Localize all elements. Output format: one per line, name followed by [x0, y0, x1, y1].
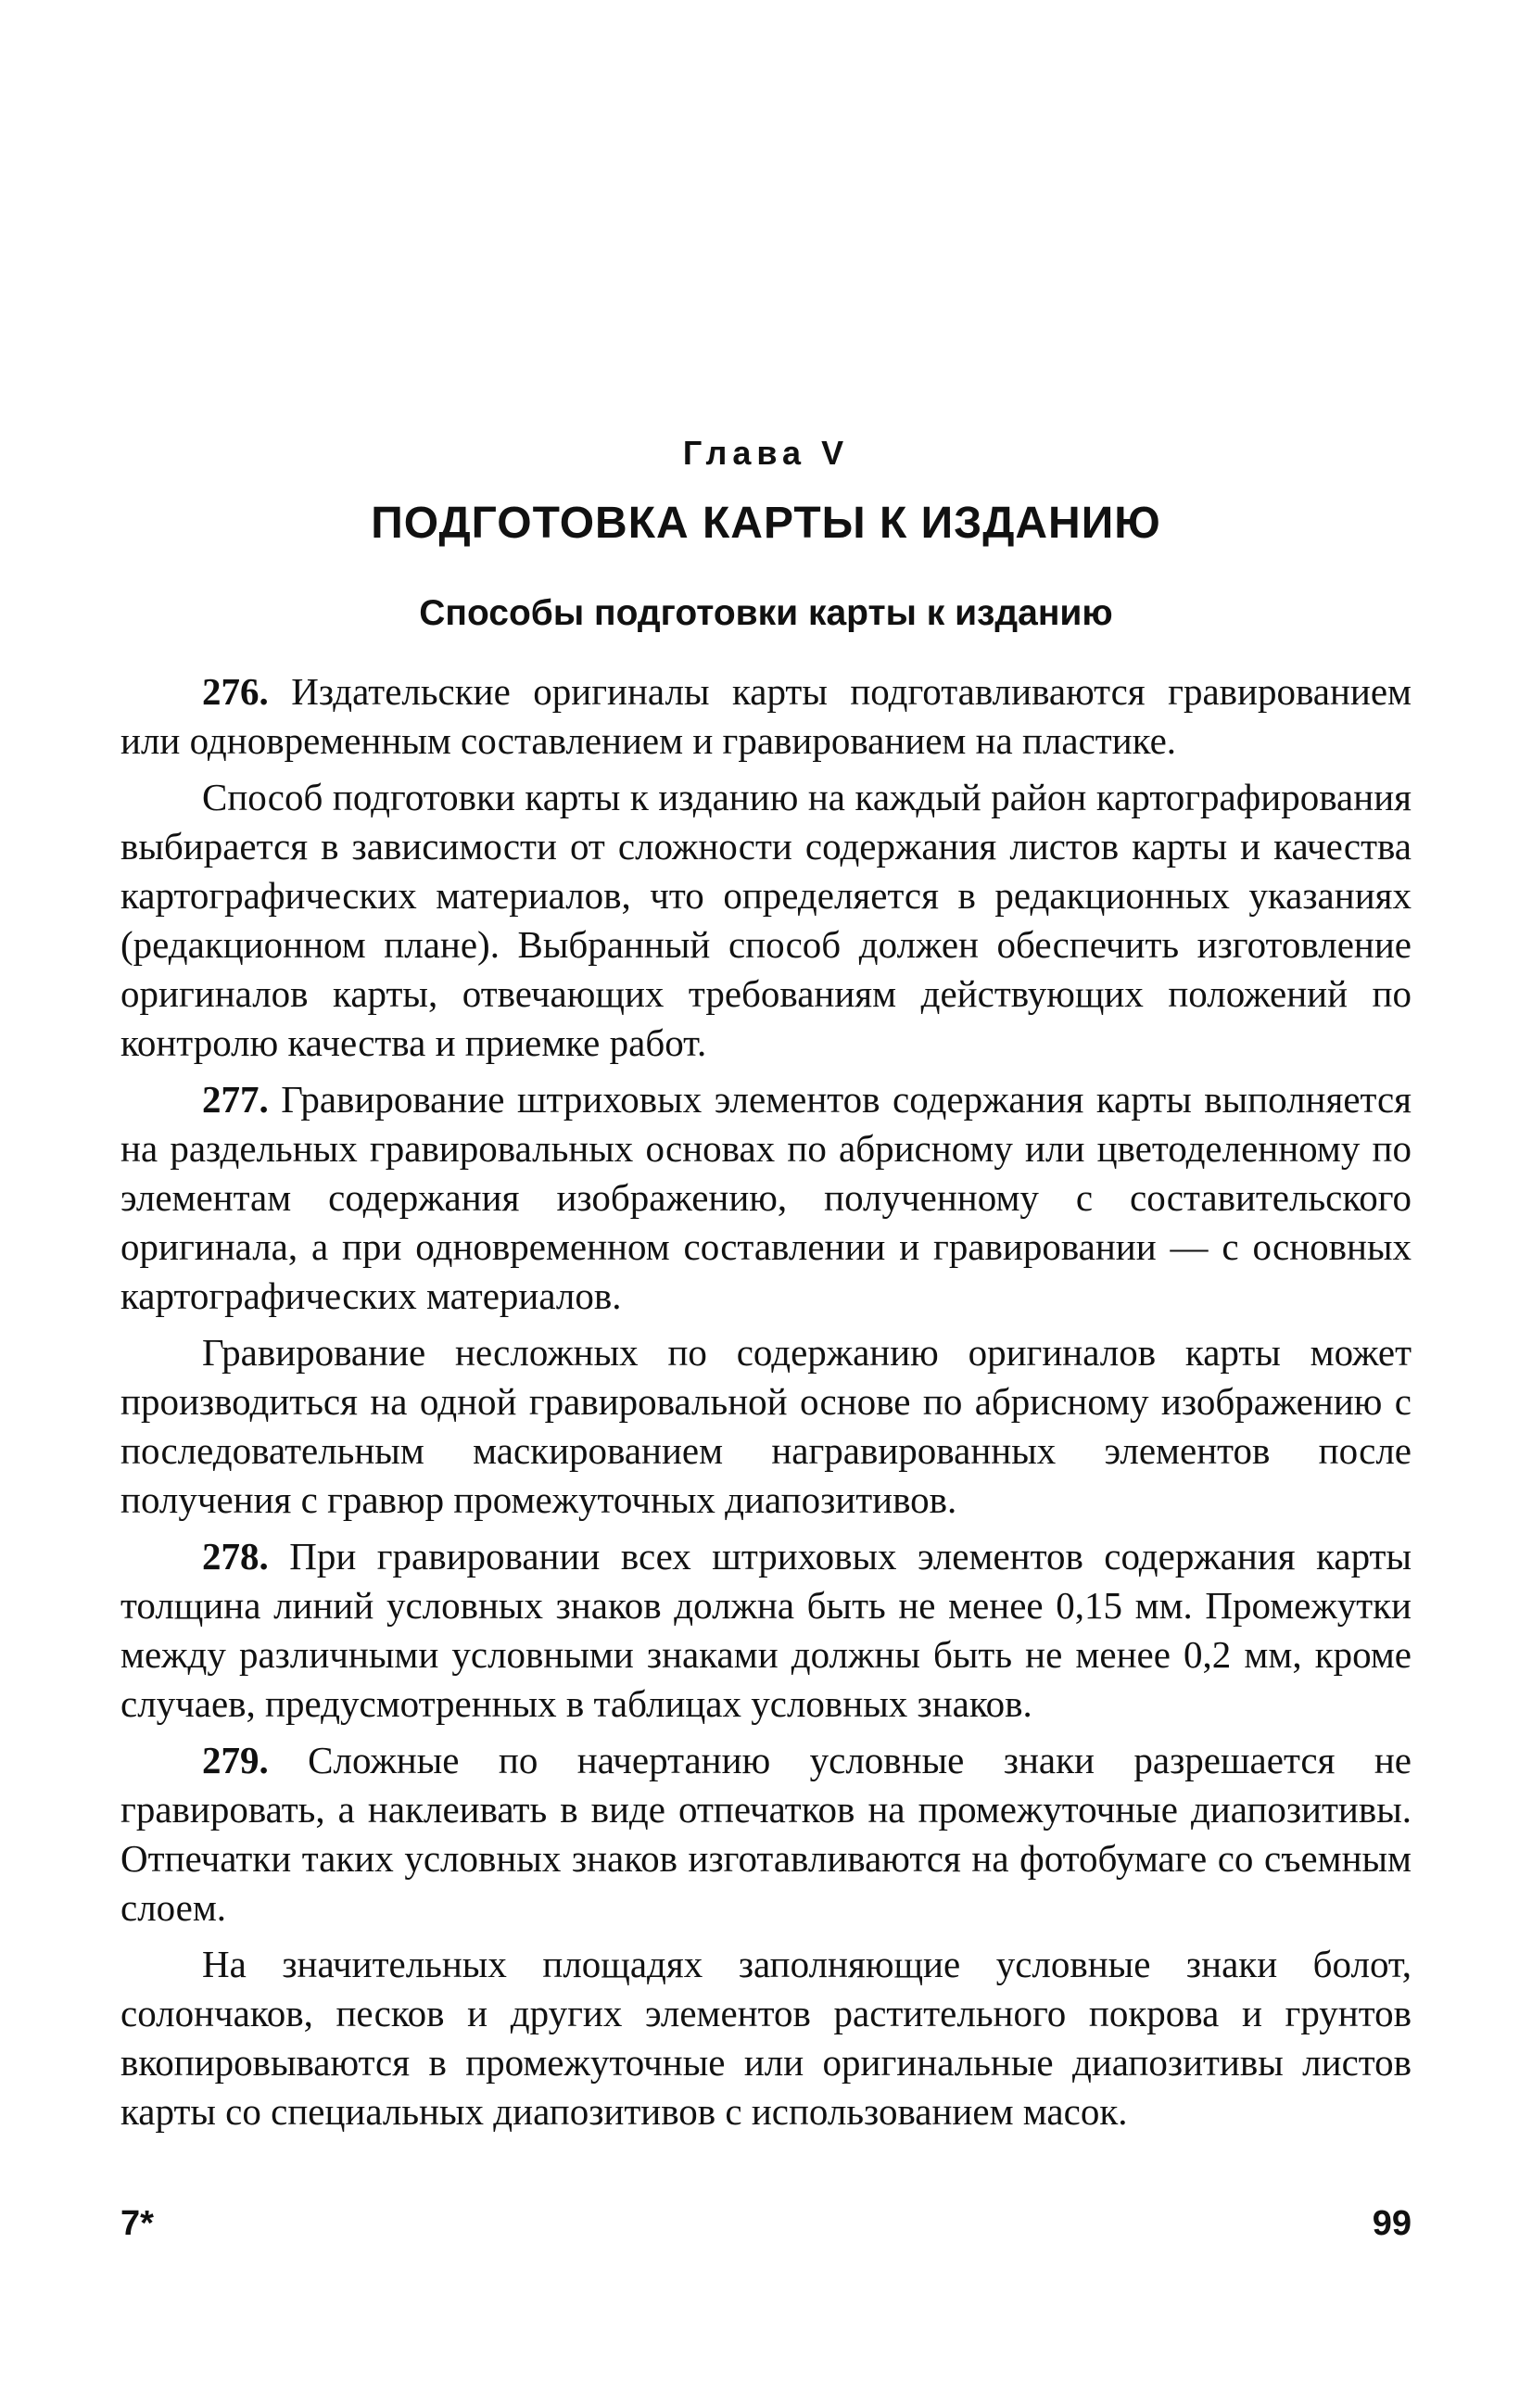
paragraph-text: Гравирование несложных по содержанию оригиналов карты может производиться на одной гравировальной основе по абрисному изображению с последовательным маскированием награвированных элементов после получения с гравюр промежуточных диапозитивов.: [120, 1331, 1412, 1521]
paragraph-text: Гравирование штриховых элементов содержания карты выполняется на раздельных гравировальных основах по абрисному или цветоделенному по элементам содержания изображению, полученному с составительского оригинала, а при одновременном составлении и гравировании — с основных картографических материалов.: [120, 1078, 1412, 1317]
paragraph-number: 277.: [202, 1078, 269, 1121]
paragraph-text: Способ подготовки карты к изданию на каждый район картографирования выбирается в зависимости от сложности содержания листов карты и качества картографических материалов, что определяется в редакционных указаниях (редакционном плане). Выбранный способ должен обеспечить изготовление оригиналов карты, отвечающих требованиям действующих положений по контролю качества и приемке работ.: [120, 776, 1412, 1064]
chapter-title: ПОДГОТОВКА КАРТЫ К ИЗДАНИЮ: [371, 499, 1161, 548]
paragraph-text: Сложные по начертанию условные знаки разрешается не гравировать, а наклеивать в виде отпечатков на промежуточные диапозитивы. Отпечатки таких условных знаков изготавливаются на фотобумаге со съемным слоем.: [120, 1739, 1412, 1929]
paragraph-text: Издательские оригиналы карты подготавливаются гравированием или одновременным составлением и гравированием на пластике.: [120, 670, 1412, 762]
paragraph-277: [120, 1075, 1412, 1321]
section-title: Способы подготовки карты к изданию: [419, 593, 1113, 633]
signature-mark: 7*: [120, 2204, 154, 2243]
paragraph-large-areas: [120, 1940, 1412, 2136]
paragraph-text: При гравировании всех штриховых элементов содержания карты толщина линий условных знаков должна быть не менее 0,15 мм. Промежутки между различными условными знаками должны быть не менее 0,2 мм, кроме случаев, предусмотренных в таблицах условных знаков.: [120, 1535, 1412, 1725]
paragraph-number: 278.: [202, 1535, 269, 1578]
body-text: [120, 667, 1412, 2144]
paragraph-text: На значительных площадях заполняющие условные знаки болот, солончаков, песков и других элементов растительного покрова и грунтов вкопировываются в промежуточные или оригинальные диапозитивы листов карты со специальных диапозитивов с использованием масок.: [120, 1943, 1412, 2133]
page-footer: [120, 2204, 1412, 2244]
page-number: 99: [1372, 2204, 1412, 2243]
paragraph-method-choice: [120, 773, 1412, 1068]
paragraph-number: 276.: [202, 670, 269, 713]
paragraph-simple-engraving: [120, 1328, 1412, 1525]
paragraph-276: [120, 667, 1412, 766]
paragraph-number: 279.: [202, 1739, 269, 1781]
paragraph-279: [120, 1736, 1412, 1933]
paragraph-278: [120, 1532, 1412, 1729]
chapter-label: Глава V: [682, 434, 850, 472]
